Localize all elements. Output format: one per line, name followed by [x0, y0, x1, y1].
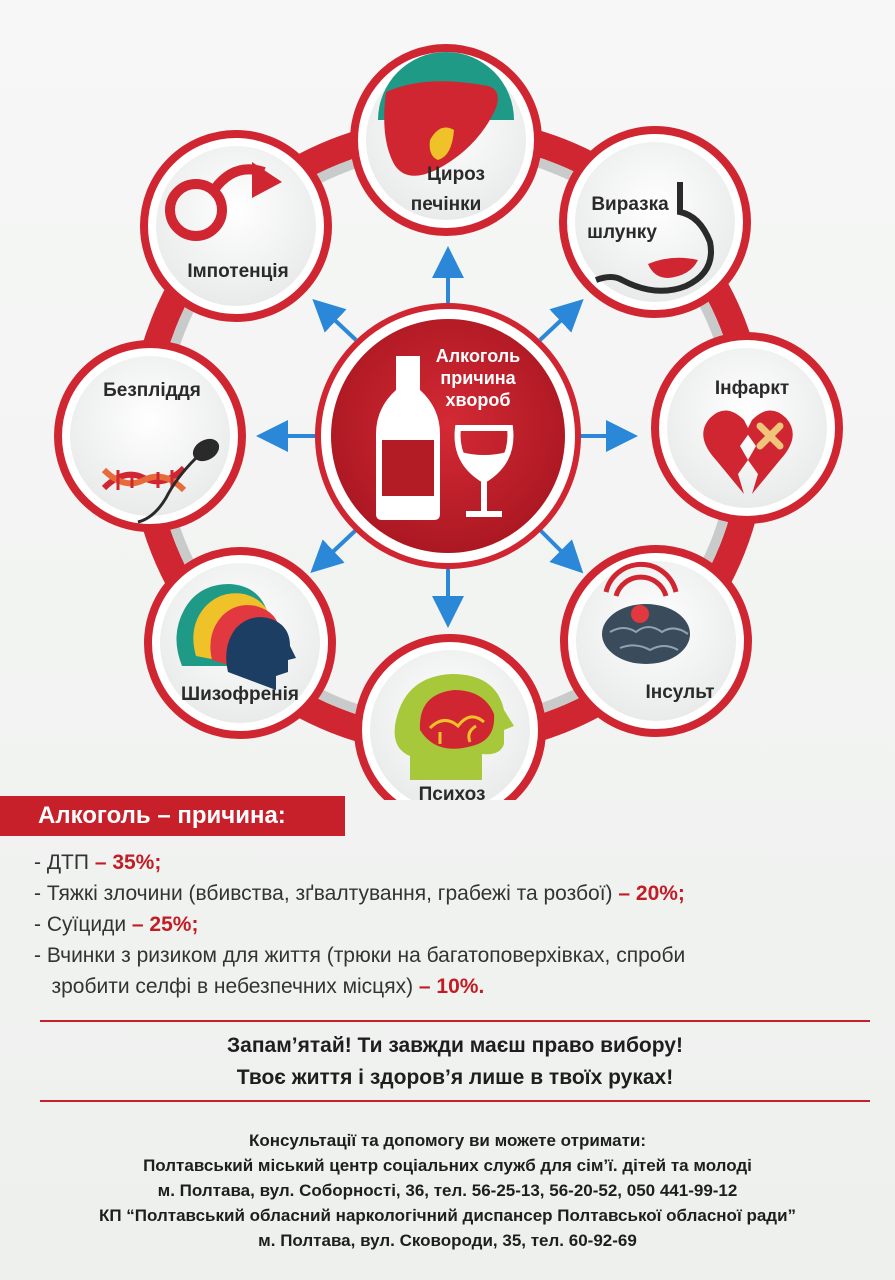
fact-suicides — [34, 910, 864, 940]
contact-center-name: Полтавський міський центр соціальних служб для сім’ї. дітей та молоді — [143, 1156, 752, 1175]
center-line2: причина — [440, 368, 516, 388]
motto-line2: Твоє життя і здоров’я лише в твоїх руках! — [236, 1066, 674, 1089]
node-infertility — [58, 344, 242, 528]
psychosis-label: Психоз — [418, 784, 486, 800]
contacts — [20, 1128, 875, 1253]
center-line1: Алкоголь — [435, 346, 521, 366]
stroke-label: Інсульт — [645, 682, 715, 703]
fact-risky-acts-cont — [34, 972, 864, 1002]
facts-list — [34, 848, 864, 1003]
arrow-up-right — [540, 310, 572, 340]
motto-line1: Запам’ятай! Ти завжди маєш право вибору! — [227, 1034, 683, 1057]
causes-banner: Алкоголь – причина: — [0, 796, 345, 836]
contact-center-address: м. Полтава, вул. Соборності, 36, тел. 56-25-13, 56-20-52, 050 441-99-12 — [157, 1181, 738, 1200]
stomach-label-line1: Виразка — [591, 194, 669, 215]
motto — [40, 1030, 870, 1094]
heart-label: Інфаркт — [714, 378, 790, 399]
fact-percent: – 10%. — [418, 975, 485, 998]
schizo-label: Шизофренія — [181, 684, 299, 705]
node-stroke — [564, 549, 748, 733]
node-impotence — [144, 134, 328, 318]
arrow-down-left — [322, 530, 356, 562]
fact-percent: – 35%; — [94, 851, 162, 874]
stomach-label-line2: шлунку — [587, 222, 657, 243]
contact-dispensary-name: КП “Полтавський обласний наркологічний диспансер Полтавської обласної ради” — [98, 1206, 797, 1225]
node-liver — [354, 48, 538, 232]
center-line3: хвороб — [445, 390, 511, 410]
fact-percent: – 20%; — [618, 882, 685, 905]
fact-road-accidents — [34, 848, 864, 878]
fact-risky-acts — [34, 941, 864, 971]
arrow-down-right — [540, 530, 572, 562]
divider-top — [40, 1020, 870, 1022]
divider-bottom — [40, 1100, 870, 1102]
fact-text: зробити селфі в небезпечних місцях) — [34, 975, 419, 998]
fact-text: - Тяжкі злочини (вбивства, зґвалтування, грабежі та розбої) — [34, 882, 619, 905]
fact-crimes — [34, 879, 864, 909]
node-stomach — [563, 130, 747, 314]
arrow-up-left — [324, 310, 356, 340]
liver-label-line1: Цироз — [427, 164, 485, 185]
infertility-label: Безпліддя — [103, 380, 201, 401]
fact-text: - Суїциди — [34, 913, 132, 936]
fact-text: - Вчинки з ризиком для життя (трюки на багатоповерхівках, спроби — [34, 944, 686, 967]
center-node — [318, 306, 578, 566]
impotence-label: Імпотенція — [187, 261, 289, 282]
node-heart — [655, 336, 839, 520]
fact-text: - ДТП — [34, 851, 95, 874]
contact-dispensary-address: м. Полтава, вул. Сковороди, 35, тел. 60-92-69 — [258, 1231, 637, 1250]
liver-label-line2: печінки — [410, 194, 482, 215]
contacts-heading: Консультації та допомогу ви можете отримати: — [248, 1131, 647, 1150]
node-psychosis — [358, 638, 542, 800]
node-schizo — [148, 551, 332, 735]
fact-percent: – 25%; — [131, 913, 199, 936]
